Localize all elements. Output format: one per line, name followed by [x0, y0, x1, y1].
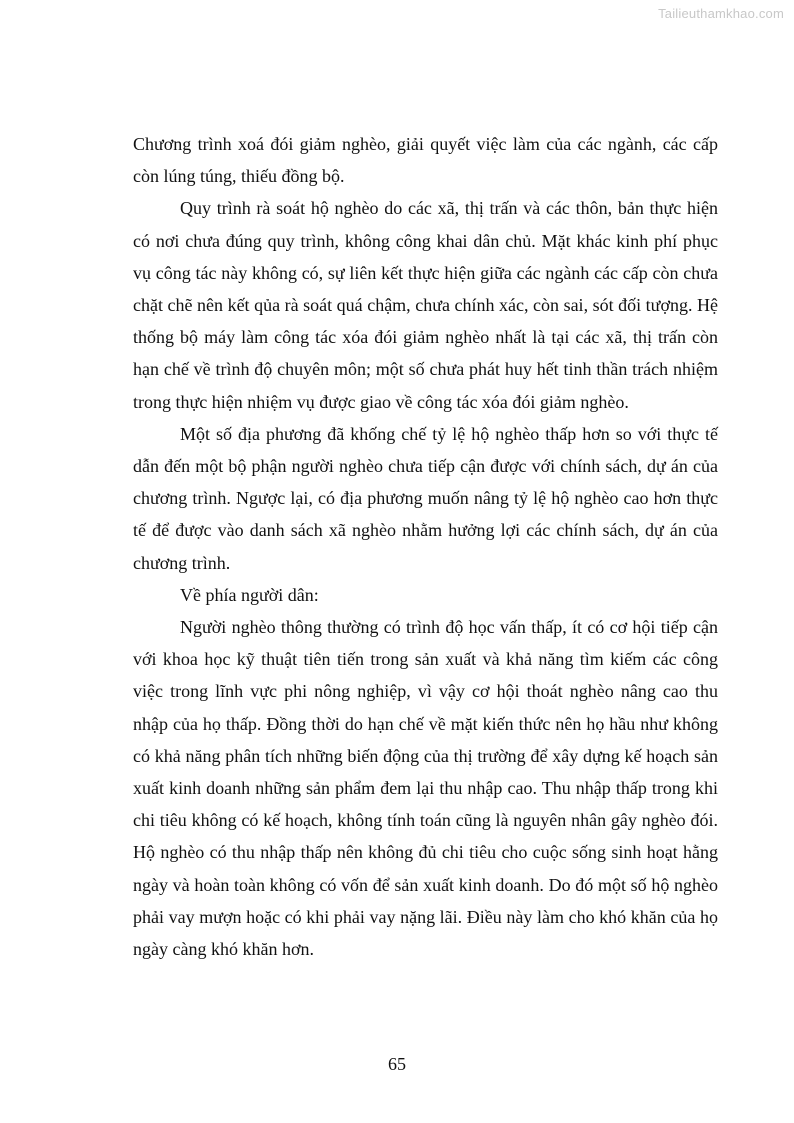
paragraph-1: Chương trình xoá đói giảm nghèo, giải quyết việc làm của các ngành, các cấp còn lúng túng, thiếu đồng bộ.	[133, 134, 718, 187]
page-number: 65	[388, 1054, 406, 1074]
watermark-text: Tailieuthamkhao.com	[658, 6, 784, 21]
paragraph-3: Một số địa phương đã khống chế tỷ lệ hộ nghèo thấp hơn so với thực tế dẫn đến một bộ phận người nghèo chưa tiếp cận được với chính sách, dự án của chương trình. Ngược lại, có địa phương muốn nâng tỷ lệ hộ nghèo cao hơn thực tế để được vào danh sách xã nghèo nhằm hưởng lợi các chính sách, dự án của chương trình.	[133, 423, 718, 573]
paragraph-2: Quy trình rà soát hộ nghèo do các xã, thị trấn và các thôn, bản thực hiện có nơi chưa đúng quy trình, không công khai dân chủ. Mặt khác kinh phí phục vụ công tác này không có, sự liên kết thực hiện giữa các ngành các cấp còn chưa chặt chẽ nên kết qủa rà soát quá chậm, chưa chính xác, còn sai, sót đối tượng. Hệ thống bộ máy làm công tác xóa đói giảm nghèo nhất là tại các xã, thị trấn còn hạn chế về trình độ chuyên môn; một số chưa phát huy hết tinh thần trách nhiệm trong thực hiện nhiệm vụ được giao về công tác xóa đói giảm nghèo.	[133, 198, 718, 412]
section-heading: Về phía người dân:	[180, 584, 319, 605]
document-body	[133, 128, 718, 965]
paragraph-4: Người nghèo thông thường có trình độ học vấn thấp, ít có cơ hội tiếp cận với khoa học kỹ thuật tiên tiến trong sản xuất và khả năng tìm kiếm các công việc trong lĩnh vực phi nông nghiệp, vì vậy cơ hội thoát nghèo nâng cao thu nhập của họ thấp. Đồng thời do hạn chế về mặt kiến thức nên họ hầu như không có khả năng phân tích những biến động của thị trường để xây dựng kế hoạch sản xuất kinh doanh những sản phẩm đem lại thu nhập cao. Thu nhập thấp trong khi chi tiêu không có kế hoạch, không tính toán cũng là nguyên nhân gây nghèo đói. Hộ nghèo có thu nhập thấp nên không đủ chi tiêu cho cuộc sống sinh hoạt hằng ngày và hoàn toàn không có vốn để sản xuất kinh doanh. Do đó một số hộ nghèo phải vay mượn hoặc có khi phải vay nặng lãi. Điều này làm cho khó khăn của họ ngày càng khó khăn hơn.	[133, 617, 718, 960]
